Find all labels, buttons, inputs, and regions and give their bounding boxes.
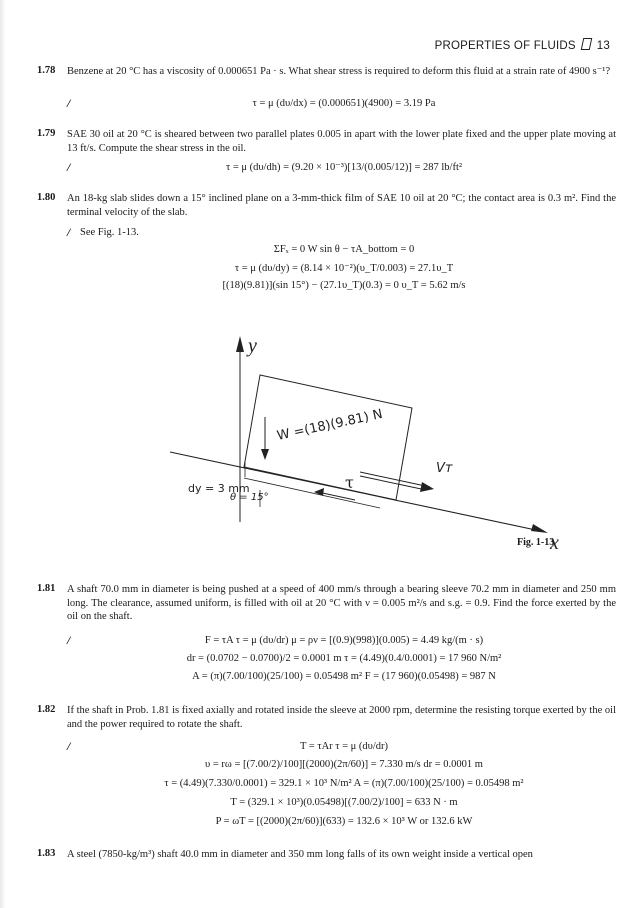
dy-label: dy = 3 mm: [188, 482, 250, 495]
problem-number: 1.83: [37, 848, 56, 859]
solution-mark-icon: /: [67, 225, 71, 239]
problem-text: An 18-kg slab slides down a 15° inclined plane on a 3-mm-thick film of SAE 10 oil at 20 °C; the contact area is 0.3 m². Find the terminal velocity of the slab.: [67, 193, 616, 218]
solution-mark-icon: /: [67, 633, 71, 647]
solution-line: τ = μ (dυ/dy) = (8.14 × 10⁻²)(υ_T/0.003) = 27.1υ_T: [234, 263, 454, 274]
problem-text: Benzene at 20 °C has a viscosity of 0.000651 Pa · s. What shear stress is required to deform this fluid at a strain rate of 4900 s⁻¹?: [67, 66, 611, 77]
problem-text: A shaft 70.0 mm in diameter is being pushed at a speed of 400 mm/s through a bearing sleeve 70.2 mm in diameter and 250 mm long. The clearance, assumed uniform, is filled with oil at 20 °C with ν = 0.005 m²/s and s.g. = 0.9. Find the force exerted by the oil on the shaft.: [67, 584, 616, 622]
theta-label: θ = 15°: [230, 492, 269, 503]
solution-line: dr = (0.0702 − 0.0700)/2 = 0.0001 m τ = (4.49)(0.4/0.0001) = 17 960 N/m²: [186, 653, 502, 664]
shear-label: τ: [345, 473, 354, 492]
solution-line: F = τA τ = μ (dυ/dr) μ = ρν = [(0.9)(998)](0.005) = 4.49 kg/(m · s): [204, 635, 484, 646]
velocity-label: Vᴛ: [436, 461, 453, 476]
y-axis-arrowhead-icon: [236, 336, 244, 352]
solution-line: υ = rω = [(7.00/2)/100][(2000)(2π/60)] = 7.330 m/s dr = 0.0001 m: [205, 759, 483, 770]
y-axis-label: y: [248, 335, 257, 357]
x-axis-arrowhead-icon: [531, 524, 548, 533]
solution-line: T = τAr τ = μ (dυ/dr): [299, 741, 389, 752]
problem-number: 1.79: [37, 128, 56, 139]
velocity-arrow-line: [360, 472, 430, 487]
solution-line: A = (π)(7.00/100)(25/100) = 0.05498 m² F = (17 960)(0.05498) = 987 N: [192, 671, 496, 682]
problem-text: If the shaft in Prob. 1.81 is fixed axially and rotated inside the sleeve at 2000 rpm, determine the resisting torque exerted by the oil and the power required to rotate the shaft.: [67, 705, 616, 730]
solution-mark-icon: /: [67, 160, 71, 174]
figure-1-13: [150, 322, 590, 552]
solution-mark-icon: /: [67, 739, 71, 753]
problem-number: 1.81: [37, 583, 56, 594]
velocity-arrow-line: [360, 476, 426, 490]
page-number: 13: [596, 40, 610, 52]
solution-line: P = ωT = [(2000)(2π/60)](633) = 132.6 × 10³ W or 132.6 kW: [215, 816, 473, 827]
solution-line: ΣFₓ = 0 W sin θ − τA_bottom = 0: [273, 244, 415, 255]
see-figure-note: See Fig. 1-13.: [80, 227, 139, 238]
velocity-arrowhead-icon: [420, 482, 434, 492]
solution-mark-icon: /: [67, 96, 71, 110]
problem-text: SAE 30 oil at 20 °C is sheared between two parallel plates 0.005 in apart with the lower plate fixed and the upper plate moving at 13 ft/s. Compute the shear stress in the oil.: [67, 129, 616, 154]
solution-line: τ = (4.49)(7.330/0.0001) = 329.1 × 10³ N/m² A = (π)(7.00/100)(25/100) = 0.05498 m²: [164, 778, 524, 789]
running-header: [435, 38, 610, 52]
weight-label: W =(18)(9.81) N: [275, 406, 384, 444]
solution-line: τ = μ (dυ/dx) = (0.000651)(4900) = 3.19 Pa: [252, 98, 436, 109]
solution-line: T = (329.1 × 10³)(0.05498)[(7.00/2)/100] = 633 N · m: [230, 797, 458, 808]
solution-line: τ = μ (dυ/dh) = (9.20 × 10⁻³)[13/(0.005/12)] = 287 lb/ft²: [225, 162, 463, 173]
scan-edge-shadow: [0, 0, 6, 908]
header-title: PROPERTIES OF FLUIDS: [434, 40, 576, 52]
problem-number: 1.78: [37, 65, 56, 76]
solution-line: [(18)(9.81)](sin 15°) − (27.1υ_T)(0.3) = 0 υ_T = 5.62 m/s: [222, 280, 466, 291]
chapter-box-icon: [581, 38, 593, 50]
problem-number: 1.80: [37, 192, 56, 203]
figure-caption: Fig. 1-13: [517, 537, 555, 548]
problem-text: A steel (7850-kg/m³) shaft 40.0 mm in diameter and 350 mm long falls of its own weight inside a vertical open: [67, 849, 533, 860]
x-axis-label: x: [550, 532, 559, 552]
weight-arrowhead-icon: [261, 449, 269, 460]
problem-number: 1.82: [37, 704, 56, 715]
